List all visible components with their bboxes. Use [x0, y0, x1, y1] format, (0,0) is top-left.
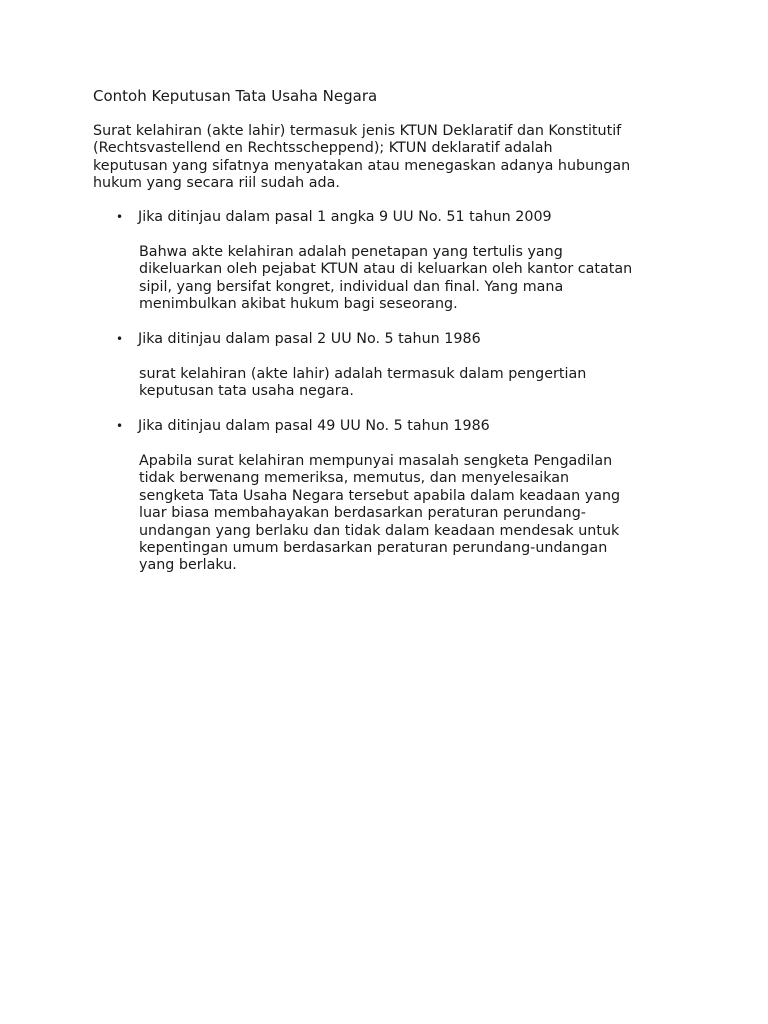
- paragraph-line: yang berlaku.: [139, 557, 237, 574]
- bullet-item-2: [116, 331, 481, 348]
- paragraph-line: surat kelahiran (akte lahir) adalah termasuk dalam pengertian: [139, 366, 587, 382]
- paragraph-line: sipil, yang bersifat kongret, individual dan final. Yang mana: [139, 278, 564, 295]
- section-paragraph-3: [139, 453, 699, 575]
- intro-line: keputusan yang sifatnya menyatakan atau menegaskan adanya hubungan: [93, 157, 631, 174]
- intro-line: hukum yang secara riil sudah ada.: [93, 175, 340, 192]
- intro-line: (Rechtsvastellend en Rechtsscheppend); KTUN deklaratif adalah: [93, 140, 553, 157]
- section-paragraph-2: [139, 366, 699, 401]
- paragraph-line: tidak berwenang memeriksa, memutus, dan menyelesaikan: [139, 470, 570, 487]
- paragraph-line: Bahwa akte kelahiran adalah penetapan yang tertulis yang: [139, 244, 563, 260]
- bullet-heading: Jika ditinjau dalam pasal 2 UU No. 5 tahun 1986: [138, 331, 481, 347]
- bullet-icon: •: [116, 419, 124, 433]
- paragraph-line: menimbulkan akibat hukum bagi seseorang.: [139, 296, 458, 313]
- bullet-icon: •: [116, 332, 124, 346]
- paragraph-line: dikeluarkan oleh pejabat KTUN atau di keluarkan oleh kantor catatan: [139, 261, 633, 278]
- intro-paragraph: [93, 123, 693, 193]
- paragraph-line: kepentingan umum berdasarkan peraturan perundang-undangan: [139, 540, 608, 557]
- paragraph-line: sengketa Tata Usaha Negara tersebut apabila dalam keadaan yang: [139, 487, 621, 504]
- bullet-icon: •: [116, 210, 124, 224]
- intro-line: Surat kelahiran (akte lahir) termasuk jenis KTUN Deklaratif dan Konstitutif: [93, 123, 622, 139]
- section-paragraph-1: [139, 244, 699, 314]
- paragraph-line: undangan yang berlaku dan tidak dalam keadaan mendesak untuk: [139, 522, 620, 539]
- bullet-item-3: [116, 418, 490, 435]
- paragraph-line: keputusan tata usaha negara.: [139, 383, 354, 400]
- document-title: Contoh Keputusan Tata Usaha Negara: [93, 87, 378, 105]
- bullet-item-1: [116, 209, 552, 226]
- paragraph-line: luar biasa membahayakan berdasarkan peraturan perundang-: [139, 505, 586, 522]
- bullet-heading: Jika ditinjau dalam pasal 1 angka 9 UU No. 51 tahun 2009: [138, 209, 552, 225]
- bullet-heading: Jika ditinjau dalam pasal 49 UU No. 5 tahun 1986: [138, 418, 490, 434]
- paragraph-line: Apabila surat kelahiran mempunyai masalah sengketa Pengadilan: [139, 453, 613, 469]
